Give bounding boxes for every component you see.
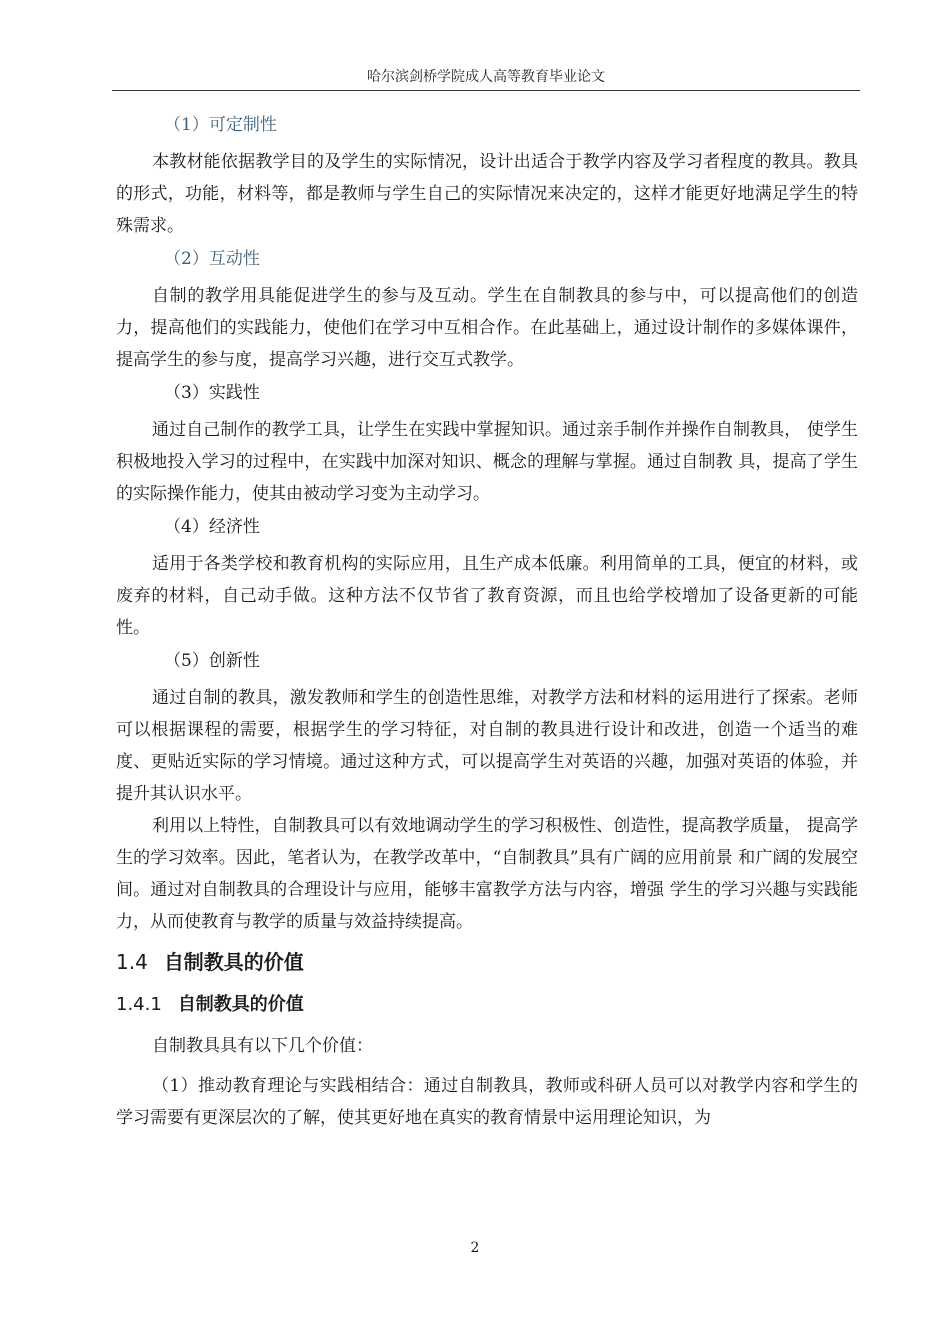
item-paragraph-customizable: 本教材能依据教学目的及学生的实际情况，设计出适合于教学内容及学习者程度的教具。教具的形式，功能，材料等，都是教师与学生自己的实际情况来决定的，这样才能更好地满足学生的特殊需求。 (116, 152, 858, 236)
item-heading-economical: （4）经济性 (164, 517, 260, 537)
item-heading-innovative: （5）创新性 (164, 651, 260, 671)
section-title: 自制教具的价值 (163, 950, 304, 974)
header-rule (112, 90, 860, 91)
summary-paragraph: 利用以上特性，自制教具可以有效地调动学生的学习积极性、创造性，提高教学质量， 提高学生的学习效率。因此，笔者认为，在教学改革中，“自制教具”具有广阔的应用前景 和广阔的发展空间。通过对自制教具的合理设计与应用，能够丰富教学方法与内容，增强 学生的学习兴趣与实践能力，从而使教育与教学的质量与效益持续提高。 (116, 816, 858, 932)
section-number: 1.4 (116, 950, 148, 974)
page-number: 2 (470, 1240, 480, 1256)
section-heading (116, 946, 858, 978)
item-paragraph-practical: 通过自己制作的教学工具，让学生在实践中掌握知识。通过亲手制作并操作自制教具， 使学生积极地投入学习的过程中，在实践中加深对知识、概念的理解与掌握。通过自制教 具，提高了学生的实际操作能力，使其由被动学习变为主动学习。 (116, 420, 858, 504)
spacer (116, 1062, 858, 1070)
intro-paragraph: 自制教具具有以下几个价值： (152, 1036, 373, 1056)
item-paragraph-interactive: 自制的教学用具能促进学生的参与及互动。学生在自制教具的参与中，可以提高他们的创造力，提高他们的实践能力，使他们在学习中互相合作。在此基础上，通过设计制作的多媒体课件，提高学生的参与度，提高学习兴趣，进行交互式教学。 (116, 286, 858, 370)
page-header: 哈尔滨剑桥学院成人高等教育毕业论文 (367, 69, 605, 85)
subsection-title: 自制教具的价值 (177, 994, 304, 1015)
item-heading-customizable: （1）可定制性 (164, 115, 277, 135)
value-paragraph-1: （1）推动教育理论与实践相结合：通过自制教具，教师或科研人员可以对教学内容和学生的学习需要有更深层次的了解，使其更好地在真实的教育情景中运用理论知识，为 (116, 1076, 858, 1128)
subsection-heading (116, 990, 858, 1020)
subsection-number: 1.4.1 (116, 994, 162, 1015)
item-paragraph-innovative: 通过自制的教具，激发教师和学生的创造性思维，对教学方法和材料的运用进行了探索。老师可以根据课程的需要，根据学生的学习特征，对自制的教具进行设计和改进，创造一个适当的难度、更贴近实际的学习情境。通过这种方式，可以提高学生对英语的兴趣，加强对英语的体验，并提升其认识水平。 (116, 688, 858, 804)
item-heading-practical: （3）实践性 (164, 383, 260, 403)
item-paragraph-economical: 适用于各类学校和教育机构的实际应用，且生产成本低廉。利用简单的工具，便宜的材料，或废弃的材料，自己动手做。这种方法不仅节省了教育资源，而且也给学校增加了设备更新的可能性。 (116, 554, 858, 638)
page-body (116, 108, 858, 1134)
item-heading-interactive: （2）互动性 (164, 249, 260, 269)
